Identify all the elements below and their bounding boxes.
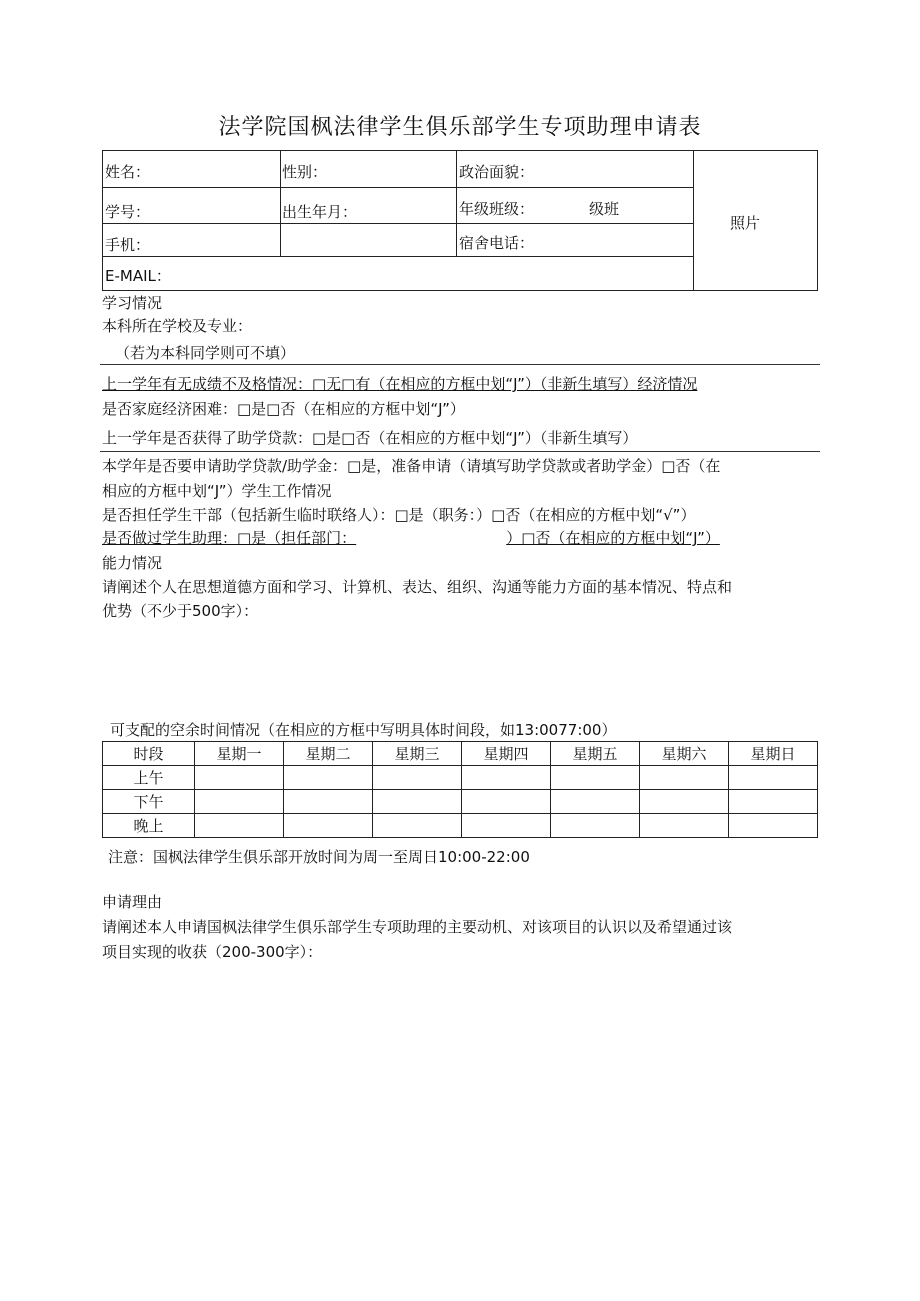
- header-cell: 星期四: [462, 742, 551, 766]
- student-cadre-question: 是否担任学生干部（包括新生临时联络人）：□是（职务：）□否（在相应的方框中划“√”）: [102, 506, 696, 524]
- time-cell[interactable]: [551, 814, 640, 838]
- header-cell: 星期五: [551, 742, 640, 766]
- loan-last-year-question: 上一学年是否获得了助学贷款：□是□否（在相应的方框中划“J”）（非新生填写）: [102, 429, 638, 447]
- time-cell[interactable]: [284, 814, 373, 838]
- time-cell[interactable]: [551, 790, 640, 814]
- student-assistant-question-a: 是否做过学生助理：□是（担任部门：: [102, 529, 357, 547]
- time-cell[interactable]: [462, 814, 551, 838]
- ability-description-cont: 优势（不少于500字）：: [102, 602, 259, 620]
- table-row: [103, 814, 818, 838]
- time-cell[interactable]: [729, 814, 818, 838]
- reason-heading: 申请理由: [102, 893, 163, 911]
- email-label: E-MAIL：: [105, 267, 171, 285]
- failing-grades-question: 上一学年有无成绩不及格情况：□无□有（在相应的方框中划“J”）（非新生填写）经济情况: [102, 375, 698, 393]
- name-label: 姓名：: [105, 163, 151, 181]
- birth-date-label: 出生年月：: [282, 203, 358, 221]
- divider: [100, 451, 820, 452]
- student-id-label: 学号：: [105, 203, 151, 221]
- ability-description: 请阐述个人在思想道德方面和学习、计算机、表达、组织、沟通等能力方面的基本情况、特点和: [102, 578, 733, 596]
- school-major-note: （若为本科同学则可不填）: [115, 344, 296, 362]
- grade-class-label: 年级班级：: [459, 200, 535, 218]
- time-cell[interactable]: [640, 814, 729, 838]
- time-cell[interactable]: [373, 790, 462, 814]
- student-assistant-question-b: ）□否（在相应的方框中划“J”）: [506, 529, 720, 547]
- economic-hardship-question: 是否家庭经济困难：□是□否（在相应的方框中划“J”）: [102, 400, 465, 418]
- ability-heading: 能力情况: [102, 554, 163, 572]
- row-label: 晚上: [103, 814, 195, 838]
- phone-label: 手机：: [105, 236, 151, 254]
- time-cell[interactable]: [373, 766, 462, 790]
- reason-description: 请阐述本人申请国枫法律学生俱乐部学生专项助理的主要动机、对该项目的认识以及希望通过该: [102, 918, 733, 936]
- time-cell[interactable]: [551, 766, 640, 790]
- time-cell[interactable]: [284, 790, 373, 814]
- header-cell: 星期二: [284, 742, 373, 766]
- time-cell[interactable]: [729, 766, 818, 790]
- schedule-caption: 可支配的空余时间情况（在相应的方框中写明具体时间段，如13:0077:00）: [110, 721, 617, 739]
- dorm-phone-label: 宿舍电话：: [459, 234, 535, 252]
- schedule-note: 注意：国枫法律学生俱乐部开放时间为周一至周日10:00-22:00: [108, 848, 530, 866]
- time-cell[interactable]: [640, 766, 729, 790]
- gender-label: 性别：: [282, 163, 328, 181]
- table-row: [103, 766, 818, 790]
- personal-info-table: [102, 150, 818, 291]
- availability-table: [102, 741, 818, 838]
- time-cell[interactable]: [284, 766, 373, 790]
- time-cell[interactable]: [462, 790, 551, 814]
- time-cell[interactable]: [373, 814, 462, 838]
- header-cell: 星期三: [373, 742, 462, 766]
- header-cell: 星期六: [640, 742, 729, 766]
- time-cell[interactable]: [195, 814, 284, 838]
- table-row: [103, 790, 818, 814]
- time-cell[interactable]: [195, 790, 284, 814]
- student-assistant-question: [102, 527, 720, 548]
- header-cell: 时段: [103, 742, 195, 766]
- study-heading: 学习情况: [102, 294, 163, 312]
- time-cell[interactable]: [640, 790, 729, 814]
- political-status-label: 政治面貌：: [459, 163, 535, 181]
- table-header-row: [103, 742, 818, 766]
- grade-class-suffix: 级班: [589, 200, 620, 218]
- page-title: 法学院国枫法律学生俱乐部学生专项助理申请表: [218, 115, 702, 140]
- loan-this-year-question: 本学年是否要申请助学贷款/助学金：□是，准备申请（请填写助学贷款或者助学金）□否（在: [102, 457, 721, 475]
- time-cell[interactable]: [195, 766, 284, 790]
- time-cell[interactable]: [462, 766, 551, 790]
- row-label: 下午: [103, 790, 195, 814]
- header-cell: 星期日: [729, 742, 818, 766]
- school-major-label: 本科所在学校及专业：: [102, 317, 253, 335]
- loan-this-year-question-cont: 相应的方框中划“J”）学生工作情况: [102, 482, 332, 500]
- header-cell: 星期一: [195, 742, 284, 766]
- reason-description-cont: 项目实现的收获（200-300字）：: [102, 943, 323, 961]
- row-label: 上午: [103, 766, 195, 790]
- time-cell[interactable]: [729, 790, 818, 814]
- photo-placeholder: 照片: [730, 214, 761, 232]
- divider: [100, 364, 820, 365]
